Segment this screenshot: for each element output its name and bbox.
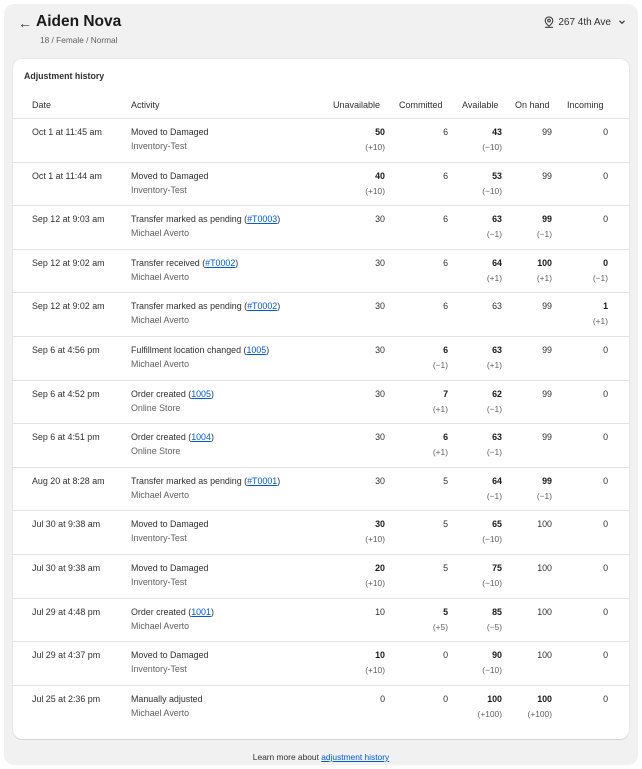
activity-text-suffix: ) [210, 432, 214, 443]
activity-text: Transfer marked as pending ( [131, 475, 248, 486]
activity-description [131, 694, 203, 704]
cell-value: 100 [537, 562, 552, 573]
col-unavailable: Unavailable [333, 100, 381, 110]
cell-value: 0 [603, 562, 608, 573]
cell-value: 6 [443, 127, 448, 137]
cell-delta: (+100) [527, 708, 552, 719]
row-date: Sep 12 at 9:03 am [32, 214, 105, 225]
cell-value: 63 [492, 344, 502, 355]
cell-value: 30 [375, 519, 385, 530]
row-activity [131, 127, 208, 151]
cell-unavailable [325, 694, 385, 704]
activity-text-suffix: ) [277, 301, 281, 312]
activity-actor: Michael Averto [131, 489, 190, 500]
activity-text-suffix: ) [266, 344, 270, 355]
cell-value: 6 [443, 214, 448, 225]
cell-value: 6 [443, 301, 448, 312]
footer [0, 752, 642, 762]
activity-description [131, 607, 214, 617]
table-row [13, 293, 629, 337]
cell-value: 0 [603, 693, 608, 704]
table-row [13, 381, 629, 425]
cell-value: 63 [492, 301, 502, 312]
cell-value: 100 [537, 693, 552, 704]
cell-committed [388, 258, 448, 268]
row-activity [131, 389, 214, 413]
cell-value: 63 [492, 214, 502, 225]
col-available: Available [462, 100, 499, 110]
cell-delta: (−1) [536, 229, 552, 240]
cell-unavailable [325, 650, 385, 675]
cell-incoming [548, 171, 608, 181]
activity-description [131, 214, 280, 224]
row-date: Jul 30 at 9:38 am [32, 562, 101, 573]
cell-on-hand [492, 127, 552, 137]
cell-incoming [548, 607, 608, 617]
activity-description [131, 432, 214, 442]
activity-actor: Michael Averto [131, 707, 190, 718]
cell-value: 100 [537, 650, 552, 661]
cell-delta: (−1) [592, 272, 608, 283]
adjustment-history-card [13, 59, 629, 739]
row-date: Sep 6 at 4:52 pm [32, 388, 100, 399]
cell-value: 0 [380, 693, 385, 704]
cell-value: 10 [375, 650, 385, 661]
cell-unavailable [325, 214, 385, 224]
col-date: Date [32, 100, 52, 110]
cell-value: 63 [492, 432, 502, 443]
row-date: Sep 6 at 4:56 pm [32, 344, 100, 355]
row-date: Sep 12 at 9:02 am [32, 301, 105, 312]
cell-committed [388, 694, 448, 704]
activity-reference-link[interactable]: 1004 [191, 432, 211, 443]
cell-value: 99 [542, 127, 552, 137]
table-row [13, 642, 629, 686]
row-date: Oct 1 at 11:45 am [32, 127, 102, 137]
cell-on-hand [492, 389, 552, 399]
cell-value: 6 [443, 257, 448, 268]
cell-committed [388, 127, 448, 137]
row-activity [131, 432, 214, 456]
row-activity [131, 171, 208, 195]
cell-value: 50 [375, 127, 385, 137]
cell-unavailable [325, 563, 385, 588]
cell-value: 30 [375, 214, 385, 225]
activity-reference-link[interactable]: #T0001 [247, 475, 278, 486]
cell-value: 0 [603, 214, 608, 225]
cell-value: 30 [375, 388, 385, 399]
cell-delta: (+1) [486, 272, 502, 283]
cell-committed [388, 389, 448, 414]
activity-actor: Michael Averto [131, 228, 190, 239]
cell-value: 99 [542, 214, 552, 225]
activity-actor: Inventory-Test [131, 184, 187, 195]
activity-actor: Online Store [131, 402, 181, 413]
cell-delta: (+10) [365, 534, 385, 545]
page-subtitle: 18 / Female / Normal [40, 35, 118, 45]
cell-delta: (+1) [592, 316, 608, 327]
row-activity [131, 650, 208, 674]
cell-value: 99 [542, 388, 552, 399]
cell-delta: (−10) [482, 577, 502, 588]
cell-delta: (+5) [432, 621, 448, 632]
cell-on-hand [492, 563, 552, 573]
cell-unavailable [325, 432, 385, 442]
table-row [13, 686, 629, 730]
arrow-left-icon[interactable]: ← [18, 15, 32, 31]
cell-value: 99 [542, 344, 552, 355]
cell-incoming [548, 476, 608, 486]
cell-on-hand [492, 214, 552, 239]
cell-value: 62 [492, 388, 502, 399]
activity-actor: Inventory-Test [131, 576, 187, 587]
cell-delta: (−1) [486, 447, 502, 458]
cell-delta: (−10) [482, 185, 502, 196]
cell-value: 0 [603, 606, 608, 617]
location-label: 267 4th Ave [558, 16, 611, 28]
cell-committed [388, 476, 448, 486]
cell-value: 65 [492, 519, 502, 530]
activity-text-suffix: ) [277, 214, 281, 225]
table-row [13, 511, 629, 555]
activity-text: Moved to Damaged [131, 170, 209, 181]
row-activity [131, 563, 208, 587]
cell-incoming [548, 345, 608, 355]
cell-committed [388, 345, 448, 370]
cell-delta: (−1) [486, 490, 502, 501]
cell-value: 30 [375, 432, 385, 443]
cell-delta: (+1) [536, 272, 552, 283]
table-row [13, 468, 629, 512]
table-row [13, 555, 629, 599]
activity-text: Moved to Damaged [131, 650, 209, 661]
cell-value: 5 [443, 562, 448, 573]
cell-on-hand [492, 519, 552, 529]
cell-value: 43 [492, 127, 502, 137]
cell-incoming [548, 258, 608, 283]
activity-text-suffix: ) [277, 475, 281, 486]
activity-text: Order created ( [131, 388, 192, 399]
activity-text: Order created ( [131, 606, 192, 617]
col-activity: Activity [131, 100, 160, 110]
cell-on-hand [492, 650, 552, 660]
activity-reference-link[interactable]: #T0002 [247, 301, 278, 312]
row-activity [131, 214, 280, 238]
activity-text: Moved to Damaged [131, 127, 209, 137]
card-title: Adjustment history [24, 71, 105, 81]
cell-incoming [548, 694, 608, 704]
cell-on-hand [492, 607, 552, 617]
table-row [13, 206, 629, 250]
cell-committed [388, 563, 448, 573]
cell-value: 30 [375, 301, 385, 312]
activity-description [131, 650, 208, 660]
location-pin-icon [544, 16, 554, 28]
cell-delta: (−10) [482, 665, 502, 676]
cell-committed [388, 214, 448, 224]
cell-committed [388, 432, 448, 457]
cell-on-hand [492, 171, 552, 181]
table-row [13, 163, 629, 207]
chevron-down-icon [618, 18, 626, 26]
cell-delta: (+10) [365, 577, 385, 588]
table-body [13, 119, 629, 729]
cell-unavailable [325, 607, 385, 617]
activity-text: Moved to Damaged [131, 562, 209, 573]
cell-delta: (+1) [432, 403, 448, 414]
cell-value: 99 [542, 432, 552, 443]
cell-value: 6 [443, 170, 448, 181]
activity-description [131, 301, 280, 311]
cell-delta: (−1) [486, 403, 502, 414]
activity-actor: Inventory-Test [131, 141, 187, 151]
activity-text: Transfer marked as pending ( [131, 301, 248, 312]
activity-text: Transfer marked as pending ( [131, 214, 248, 225]
activity-description [131, 519, 208, 529]
cell-incoming [548, 650, 608, 660]
cell-value: 99 [542, 301, 552, 312]
activity-text: Fulfillment location changed ( [131, 344, 247, 355]
cell-on-hand [492, 476, 552, 501]
cell-on-hand [492, 301, 552, 311]
table-row [13, 424, 629, 468]
cell-value: 90 [492, 650, 502, 661]
cell-on-hand [492, 258, 552, 283]
row-date: Oct 1 at 11:44 am [32, 170, 102, 181]
cell-unavailable [325, 127, 385, 152]
cell-incoming [548, 127, 608, 137]
cell-value: 30 [375, 257, 385, 268]
cell-delta: (+10) [365, 142, 385, 152]
row-activity [131, 476, 280, 500]
activity-reference-link[interactable]: 1005 [246, 344, 267, 355]
cell-unavailable [325, 476, 385, 486]
cell-value: 0 [603, 432, 608, 443]
cell-value: 5 [443, 606, 448, 617]
cell-value: 100 [537, 257, 552, 268]
cell-delta: (+10) [365, 665, 385, 676]
cell-incoming [548, 563, 608, 573]
cell-value: 0 [603, 519, 608, 530]
adjustment-history-link[interactable]: adjustment history [321, 752, 390, 762]
cell-value: 7 [443, 388, 448, 399]
activity-actor: Online Store [131, 446, 181, 457]
cell-value: 0 [603, 475, 608, 486]
activity-description [131, 476, 280, 486]
cell-delta: (−5) [486, 621, 502, 632]
activity-text: Manually adjusted [131, 693, 203, 704]
cell-delta: (−1) [432, 359, 448, 370]
activity-description [131, 127, 208, 137]
activity-text-suffix: ) [210, 606, 214, 617]
col-committed: Committed [399, 100, 443, 110]
row-date: Jul 25 at 2:36 pm [32, 693, 101, 704]
activity-actor: Inventory-Test [131, 533, 187, 544]
cell-value: 0 [443, 650, 448, 661]
cell-value: 0 [603, 257, 608, 268]
cell-unavailable [325, 258, 385, 268]
cell-value: 10 [375, 606, 385, 617]
activity-description [131, 171, 208, 181]
cell-incoming [548, 389, 608, 399]
cell-value: 100 [487, 693, 502, 704]
page-title: Aiden Nova [36, 13, 122, 30]
row-date: Sep 6 at 4:51 pm [32, 432, 100, 443]
cell-delta: (−1) [486, 229, 502, 240]
cell-value: 6 [443, 344, 448, 355]
cell-delta: (+100) [477, 708, 502, 719]
cell-on-hand [492, 345, 552, 355]
cell-value: 5 [443, 475, 448, 486]
activity-description [131, 258, 238, 268]
cell-value: 64 [492, 475, 502, 486]
cell-on-hand [492, 694, 552, 719]
activity-actor: Michael Averto [131, 358, 190, 369]
location-selector[interactable] [544, 16, 626, 28]
row-activity [131, 519, 208, 543]
cell-value: 30 [375, 344, 385, 355]
cell-unavailable [325, 345, 385, 355]
cell-on-hand [492, 432, 552, 442]
cell-value: 99 [542, 475, 552, 486]
row-activity [131, 345, 269, 369]
cell-delta: (−1) [536, 490, 552, 501]
cell-incoming [548, 214, 608, 224]
table-row [13, 337, 629, 381]
cell-value: 100 [537, 606, 552, 617]
cell-unavailable [325, 171, 385, 196]
cell-committed [388, 301, 448, 311]
activity-actor: Inventory-Test [131, 664, 187, 675]
page-header [18, 12, 626, 52]
activity-actor: Michael Averto [131, 315, 190, 326]
col-on-hand: On hand [515, 100, 550, 110]
activity-actor: Michael Averto [131, 271, 190, 282]
row-date: Jul 29 at 4:37 pm [32, 650, 101, 661]
activity-description [131, 389, 214, 399]
activity-description [131, 345, 269, 355]
row-date: Sep 12 at 9:02 am [32, 257, 105, 268]
cell-value: 30 [375, 475, 385, 486]
cell-committed [388, 171, 448, 181]
cell-value: 0 [603, 344, 608, 355]
cell-value: 1 [603, 301, 608, 312]
cell-delta: (+10) [365, 185, 385, 196]
activity-text: Order created ( [131, 432, 192, 443]
cell-value: 5 [443, 519, 448, 530]
cell-unavailable [325, 519, 385, 544]
cell-delta: (−10) [482, 534, 502, 545]
cell-committed [388, 519, 448, 529]
cell-value: 20 [375, 562, 385, 573]
cell-value: 0 [603, 388, 608, 399]
cell-value: 53 [492, 170, 502, 181]
cell-committed [388, 650, 448, 660]
activity-text: Moved to Damaged [131, 519, 209, 530]
activity-description [131, 563, 208, 573]
cell-value: 40 [375, 170, 385, 181]
table-header [13, 89, 629, 119]
row-date: Jul 30 at 9:38 am [32, 519, 101, 530]
cell-delta: (+1) [486, 359, 502, 370]
activity-text: Transfer received ( [131, 257, 206, 268]
row-activity [131, 258, 238, 282]
cell-incoming [548, 519, 608, 529]
row-date: Jul 29 at 4:48 pm [32, 606, 101, 617]
row-date: Aug 20 at 8:28 am [32, 475, 105, 486]
activity-actor: Michael Averto [131, 620, 190, 631]
cell-incoming [548, 432, 608, 442]
cell-value: 85 [492, 606, 502, 617]
row-activity [131, 607, 214, 631]
cell-value: 99 [542, 170, 552, 181]
cell-value: 0 [603, 650, 608, 661]
cell-unavailable [325, 389, 385, 399]
cell-value: 0 [603, 170, 608, 181]
row-activity [131, 694, 203, 718]
cell-value: 0 [603, 127, 608, 137]
table-row [13, 250, 629, 294]
col-incoming: Incoming [567, 100, 604, 110]
activity-reference-link[interactable]: 1001 [191, 606, 211, 617]
footer-text: Learn more about [252, 752, 322, 762]
cell-value: 6 [443, 432, 448, 443]
activity-text-suffix: ) [235, 257, 239, 268]
activity-reference-link[interactable]: #T0003 [247, 214, 278, 225]
cell-value: 64 [492, 257, 502, 268]
table-row [13, 119, 629, 163]
activity-reference-link[interactable]: 1005 [191, 388, 211, 399]
cell-delta: (−10) [482, 142, 502, 152]
table-row [13, 599, 629, 643]
cell-unavailable [325, 301, 385, 311]
cell-committed [388, 607, 448, 632]
cell-incoming [548, 301, 608, 326]
activity-reference-link[interactable]: #T0002 [205, 257, 236, 268]
cell-value: 0 [443, 693, 448, 704]
cell-value: 75 [492, 562, 502, 573]
cell-delta: (+1) [432, 447, 448, 458]
row-activity [131, 301, 280, 325]
activity-text-suffix: ) [210, 388, 214, 399]
cell-value: 100 [537, 519, 552, 530]
